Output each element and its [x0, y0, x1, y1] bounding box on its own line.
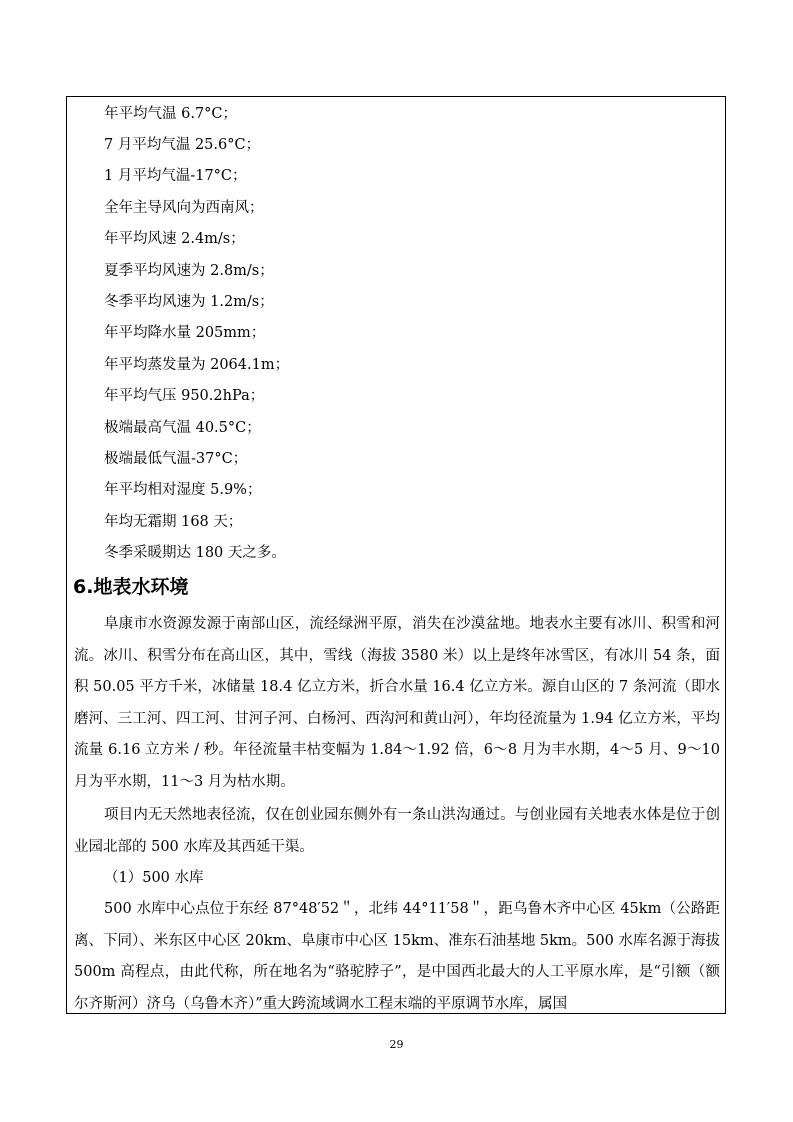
- climate-line: 年平均风速 2.4m/s；: [104, 231, 245, 247]
- climate-line: 年平均气温 6.7°C；: [104, 106, 238, 122]
- paragraph-project-water: 项目内无天然地表径流，仅在创业园东侧外有一条山洪沟通过。与创业园有关地表水体是位于创业园北部的 500 水库及其西延干渠。: [74, 807, 720, 855]
- climate-line: 年平均相对湿度 5.9%；: [104, 482, 262, 498]
- climate-line: 极端最低气温-37°C；: [104, 451, 248, 467]
- paragraph-reservoir: 500 水库中心点位于东经 87°48′52＂，北纬 44°11′58＂，距乌鲁木齐中心区 45km（公路距离、下同）、米东区中心区 20km、阜康市中心区 15km、准东石油基地 5km。500 水库名源于海拔 500m 高程点，由此代称，所在地名为“骆驼脖子”，是中国西北最大的人工平原水库，是“引额（额尔齐斯河）济乌（乌鲁木齐）”重大跨流域调水工程末端的平原调节水库，属国: [74, 901, 720, 1012]
- climate-line: 年均无霜期 168 天；: [104, 514, 243, 530]
- climate-line: 年平均降水量 205mm；: [104, 325, 266, 341]
- climate-line: 全年主导风向为西南风；: [104, 200, 264, 216]
- climate-line: 夏季平均风速为 2.8m/s；: [104, 263, 274, 279]
- climate-line: 1 月平均气温-17°C；: [104, 168, 247, 184]
- climate-line: 7 月平均气温 25.6°C；: [104, 137, 261, 153]
- section-heading: 6.地表水环境: [73, 576, 189, 598]
- climate-line: 年平均蒸发量为 2064.1m；: [104, 357, 290, 373]
- page-number: 29: [389, 1038, 404, 1051]
- subsection-title: （1）500 水库: [104, 870, 204, 886]
- climate-line: 年平均气压 950.2hPa；: [104, 388, 265, 404]
- climate-line: 冬季采暖期达 180 天之多。: [104, 545, 286, 561]
- climate-line: 冬季平均风速为 1.2m/s；: [104, 294, 274, 310]
- climate-line: 极端最高气温 40.5°C；: [104, 420, 261, 436]
- paragraph-surface-water: 阜康市水资源发源于南部山区，流经绿洲平原，消失在沙漠盆地。地表水主要有冰川、积雪和河流。冰川、积雪分布在高山区，其中，雪线（海拔 3580 米）以上是终年冰雪区，有冰川 54 条，面积 50.05 平方千米，冰储量 18.4 亿立方米，折合水量 16.4 亿立方米。源自山区的 7 条河流（即水磨河、三工河、四工河、甘河子河、白杨河、西沟河和黄山河），年均径流量为 1.94 亿立方米，平均流量 6.16 立方米 / 秒。年径流量丰枯变幅为 1.84～1.92 倍，6～8 月为丰水期，4～5 月、9～10 月为平水期，11～3 月为枯水期。: [74, 616, 720, 790]
